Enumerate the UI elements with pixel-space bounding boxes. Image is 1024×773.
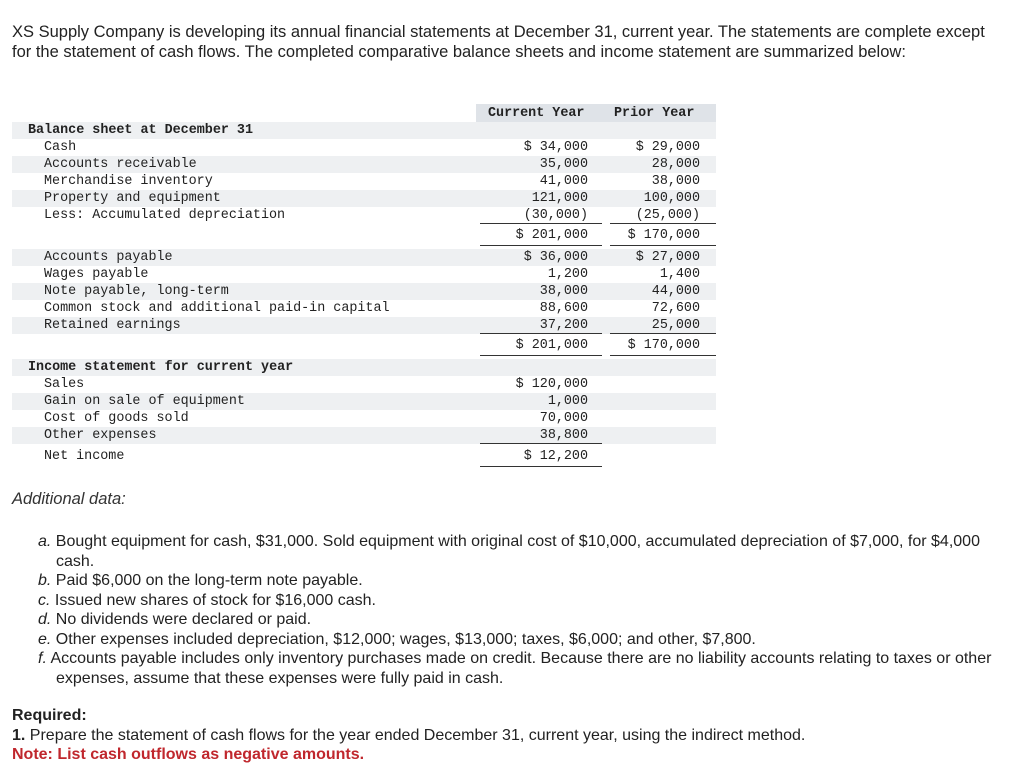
total-assets-row	[12, 227, 716, 244]
prior-value: 44,000	[651, 284, 700, 299]
row-label: Accounts payable	[44, 250, 173, 265]
row-label: Merchandise inventory	[44, 174, 213, 189]
additional-data-title: Additional data:	[12, 490, 126, 508]
list-item: d. No dividends were declared or paid.	[38, 611, 312, 628]
prior-value: $ 29,000	[635, 140, 700, 155]
row-label: Cost of goods sold	[44, 411, 189, 426]
total-line	[610, 355, 716, 356]
net-income-row	[12, 448, 716, 465]
table-row	[12, 266, 716, 283]
total-liabilities-row	[12, 337, 716, 354]
subtotal-line	[610, 223, 716, 224]
list-item: a. Bought equipment for cash, $31,000. Sold equipment with original cost of $10,000, accumulated depreciation of $7,000, for $4,000 cash.	[38, 533, 980, 570]
row-label: Net income	[44, 449, 125, 464]
current-value: $ 12,200	[523, 449, 588, 464]
balance-sheet-heading: Balance sheet at December 31	[28, 123, 253, 138]
prior-value: 38,000	[651, 174, 700, 189]
total-line	[480, 245, 602, 246]
row-label: Note payable, long-term	[44, 284, 229, 299]
current-value: (30,000)	[523, 208, 588, 223]
total-current: $ 201,000	[515, 338, 588, 353]
prior-value: 1,400	[659, 267, 700, 282]
row-label: Wages payable	[44, 267, 149, 282]
current-value: 41,000	[539, 174, 588, 189]
total-prior: $ 170,000	[627, 228, 700, 243]
current-value: 38,000	[539, 284, 588, 299]
problem-intro: XS Supply Company is developing its annual financial statements at December 31, current year. The statements are complete except for the statement of cash flows. The completed comparative balance sheets and income statement are summarized below:	[12, 23, 985, 61]
current-value: $ 120,000	[515, 377, 588, 392]
current-value: 70,000	[539, 411, 588, 426]
current-value: $ 36,000	[523, 250, 588, 265]
table-row	[12, 376, 716, 393]
table-row	[12, 139, 716, 156]
prior-value: (25,000)	[635, 208, 700, 223]
row-label: Less: Accumulated depreciation	[44, 208, 286, 223]
list-item: e. Other expenses included depreciation, $12,000; wages, $13,000; taxes, $6,000; and other, $7,800.	[38, 630, 756, 648]
table-row	[12, 410, 716, 427]
table-row	[12, 156, 716, 173]
table-row	[12, 173, 716, 190]
table-header-row	[12, 104, 716, 121]
balance-heading-row	[12, 122, 716, 139]
table-row	[12, 283, 716, 300]
current-value: $ 34,000	[523, 140, 588, 155]
required-note: Note: List cash outflows as negative amounts.	[12, 746, 365, 763]
prior-value: 28,000	[651, 157, 700, 172]
table-row	[12, 249, 716, 266]
row-label: Property and equipment	[44, 191, 221, 206]
list-item: c. Issued new shares of stock for $16,000 cash.	[38, 591, 376, 609]
row-label: Retained earnings	[44, 318, 181, 333]
total-current: $ 201,000	[515, 228, 588, 243]
current-value: 1,200	[547, 267, 588, 282]
col-prior-year: Prior Year	[614, 106, 695, 121]
row-label: Other expenses	[44, 428, 157, 443]
row-label: Common stock and additional paid-in capital	[44, 301, 390, 316]
required-title: Required:	[12, 707, 87, 724]
row-label: Accounts receivable	[44, 157, 197, 172]
income-heading-row	[12, 359, 716, 376]
subtotal-line	[480, 223, 602, 224]
row-label: Gain on sale of equipment	[44, 394, 245, 409]
subtotal-line	[610, 333, 716, 334]
table-row	[12, 207, 716, 224]
total-line	[480, 355, 602, 356]
current-value: 121,000	[531, 191, 588, 206]
total-line	[480, 466, 602, 467]
table-row	[12, 317, 716, 334]
required-item: 1. Prepare the statement of cash flows for the year ended December 31, current year, using the indirect method.	[12, 727, 806, 744]
income-statement-heading: Income statement for current year	[28, 360, 294, 375]
subtotal-line	[480, 333, 602, 334]
col-current-year: Current Year	[488, 106, 585, 121]
table-row	[12, 427, 716, 444]
row-label: Cash	[44, 140, 77, 155]
prior-value: $ 27,000	[635, 250, 700, 265]
list-item: b. Paid $6,000 on the long-term note payable.	[38, 572, 363, 589]
total-prior: $ 170,000	[627, 338, 700, 353]
prior-value: 100,000	[643, 191, 700, 206]
subtotal-line	[480, 443, 602, 444]
table-row	[12, 190, 716, 207]
additional-data-list	[38, 532, 998, 688]
current-value: 35,000	[539, 157, 588, 172]
prior-value: 25,000	[651, 318, 700, 333]
list-item: f. Accounts payable includes only inventory purchases made on credit. Because there are no liability accounts relating to taxes or other expenses, assume that these expenses were fully paid in cash.	[38, 650, 992, 687]
current-value: 88,600	[539, 301, 588, 316]
table-row	[12, 393, 716, 410]
current-value: 38,800	[539, 428, 588, 443]
current-value: 1,000	[547, 394, 588, 409]
total-line	[610, 245, 716, 246]
prior-value: 72,600	[651, 301, 700, 316]
table-row	[12, 300, 716, 317]
row-label: Sales	[44, 377, 85, 392]
current-value: 37,200	[539, 318, 588, 333]
